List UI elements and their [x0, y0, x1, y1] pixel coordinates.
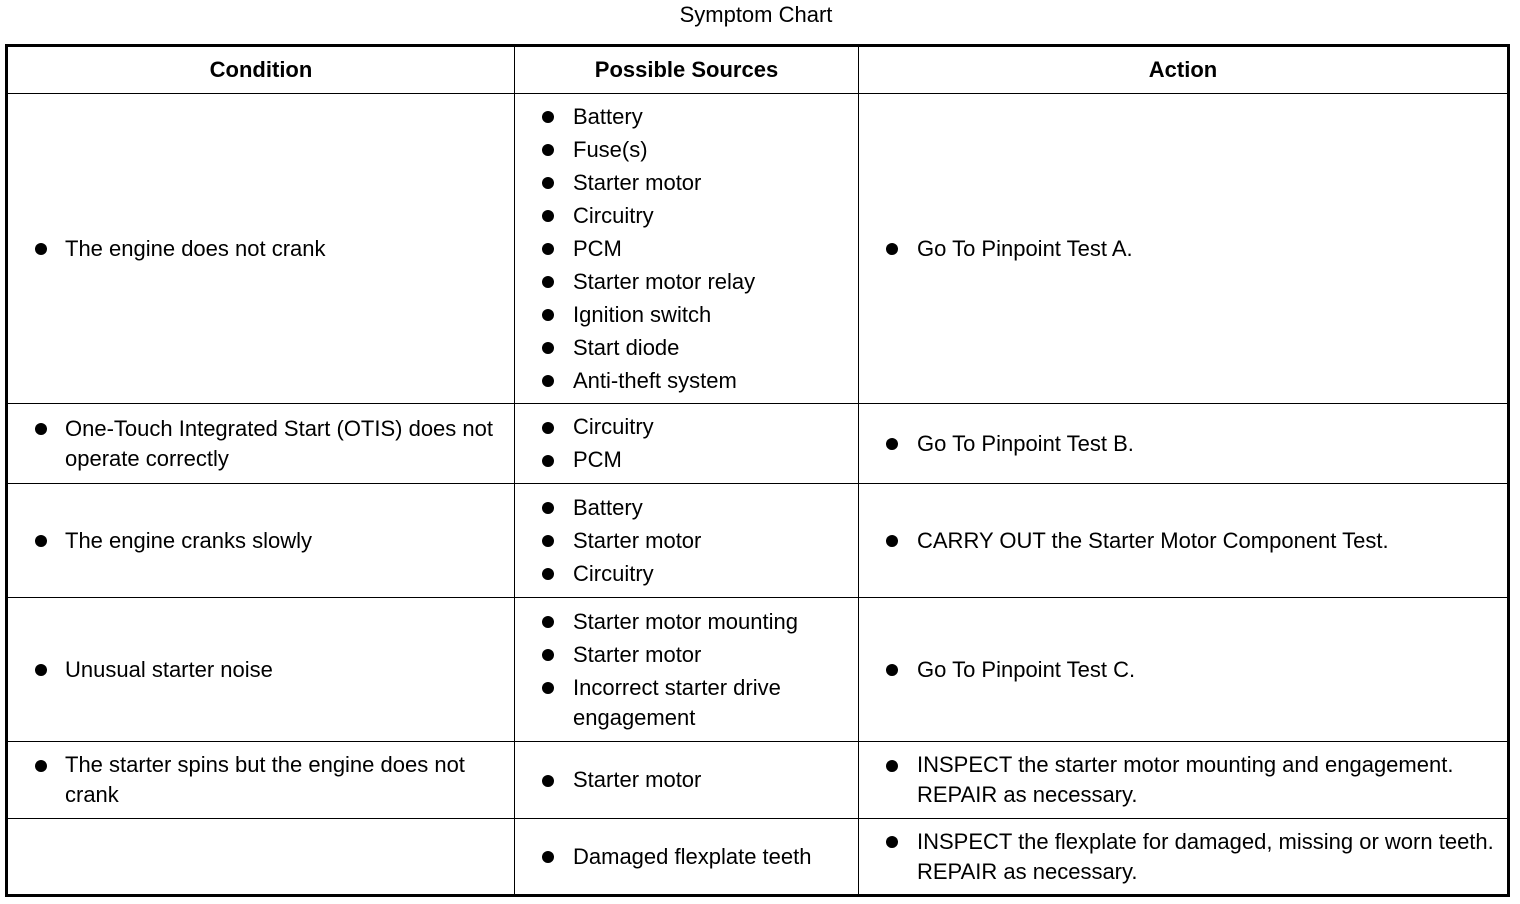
action-cell	[859, 94, 1509, 404]
list-item: Anti-theft system	[515, 364, 858, 397]
sources-cell	[515, 94, 859, 404]
action-cell	[859, 742, 1509, 819]
action-cell	[859, 484, 1509, 598]
condition-cell	[7, 742, 515, 819]
sources-cell	[515, 742, 859, 819]
table-row	[7, 484, 1509, 598]
table-row	[7, 598, 1509, 742]
table-row	[7, 94, 1509, 404]
list-item: Start diode	[515, 331, 858, 364]
list-item: Incorrect starter drive engagement	[515, 671, 858, 734]
list-item: Battery	[515, 100, 858, 133]
sources-cell	[515, 484, 859, 598]
action-cell-list	[859, 524, 1507, 557]
condition-cell-list	[8, 653, 514, 686]
action-cell-list	[859, 427, 1507, 460]
list-item: Circuitry	[515, 557, 858, 590]
list-item: The engine cranks slowly	[8, 524, 514, 557]
action-cell-list	[859, 749, 1507, 812]
sources-cell-list	[515, 840, 858, 873]
table-row	[7, 742, 1509, 819]
list-item: Unusual starter noise	[8, 653, 514, 686]
sources-cell	[515, 819, 859, 896]
condition-cell-list	[8, 232, 514, 265]
condition-cell	[7, 404, 515, 484]
list-item: Starter motor mounting	[515, 605, 858, 638]
list-item: The starter spins but the engine does not crank	[8, 749, 514, 812]
list-item: Starter motor	[515, 764, 858, 797]
action-cell	[859, 404, 1509, 484]
list-item: Fuse(s)	[515, 133, 858, 166]
header-condition: Condition	[7, 46, 515, 94]
list-item: INSPECT the flexplate for damaged, missing or worn teeth. REPAIR as necessary.	[859, 825, 1507, 888]
list-item: Damaged flexplate teeth	[515, 840, 858, 873]
sources-cell	[515, 404, 859, 484]
list-item: Starter motor	[515, 166, 858, 199]
list-item: Go To Pinpoint Test C.	[859, 653, 1507, 686]
condition-cell	[7, 819, 515, 896]
list-item: Go To Pinpoint Test B.	[859, 427, 1507, 460]
list-item: Ignition switch	[515, 298, 858, 331]
condition-cell	[7, 598, 515, 742]
header-action: Action	[859, 46, 1509, 94]
table-header-row	[7, 46, 1509, 94]
condition-cell-list	[8, 412, 514, 475]
list-item: Battery	[515, 491, 858, 524]
table-row	[7, 404, 1509, 484]
list-item: Circuitry	[515, 411, 858, 444]
symptom-chart-table	[5, 44, 1510, 897]
sources-cell-list	[515, 764, 858, 797]
header-possible-sources: Possible Sources	[515, 46, 859, 94]
list-item: CARRY OUT the Starter Motor Component Test.	[859, 524, 1507, 557]
list-item: INSPECT the starter motor mounting and engagement. REPAIR as necessary.	[859, 749, 1507, 812]
sources-cell-list	[515, 605, 858, 734]
sources-cell-list	[515, 100, 858, 397]
action-cell-list	[859, 232, 1507, 265]
list-item: PCM	[515, 444, 858, 477]
list-item: Go To Pinpoint Test A.	[859, 232, 1507, 265]
action-cell	[859, 598, 1509, 742]
action-cell	[859, 819, 1509, 896]
condition-cell-list	[8, 749, 514, 812]
condition-cell-list	[8, 524, 514, 557]
condition-cell	[7, 94, 515, 404]
list-item: Starter motor	[515, 524, 858, 557]
sources-cell-list	[515, 411, 858, 477]
sources-cell-list	[515, 491, 858, 590]
table-row	[7, 819, 1509, 896]
list-item: One-Touch Integrated Start (OTIS) does not operate correctly	[8, 412, 514, 475]
list-item: Circuitry	[515, 199, 858, 232]
action-cell-list	[859, 653, 1507, 686]
list-item: The engine does not crank	[8, 232, 514, 265]
list-item: Starter motor	[515, 638, 858, 671]
sources-cell	[515, 598, 859, 742]
list-item: PCM	[515, 232, 858, 265]
condition-cell	[7, 484, 515, 598]
list-item: Starter motor relay	[515, 265, 858, 298]
document-title: Symptom Chart	[679, 2, 833, 27]
action-cell-list	[859, 825, 1507, 888]
